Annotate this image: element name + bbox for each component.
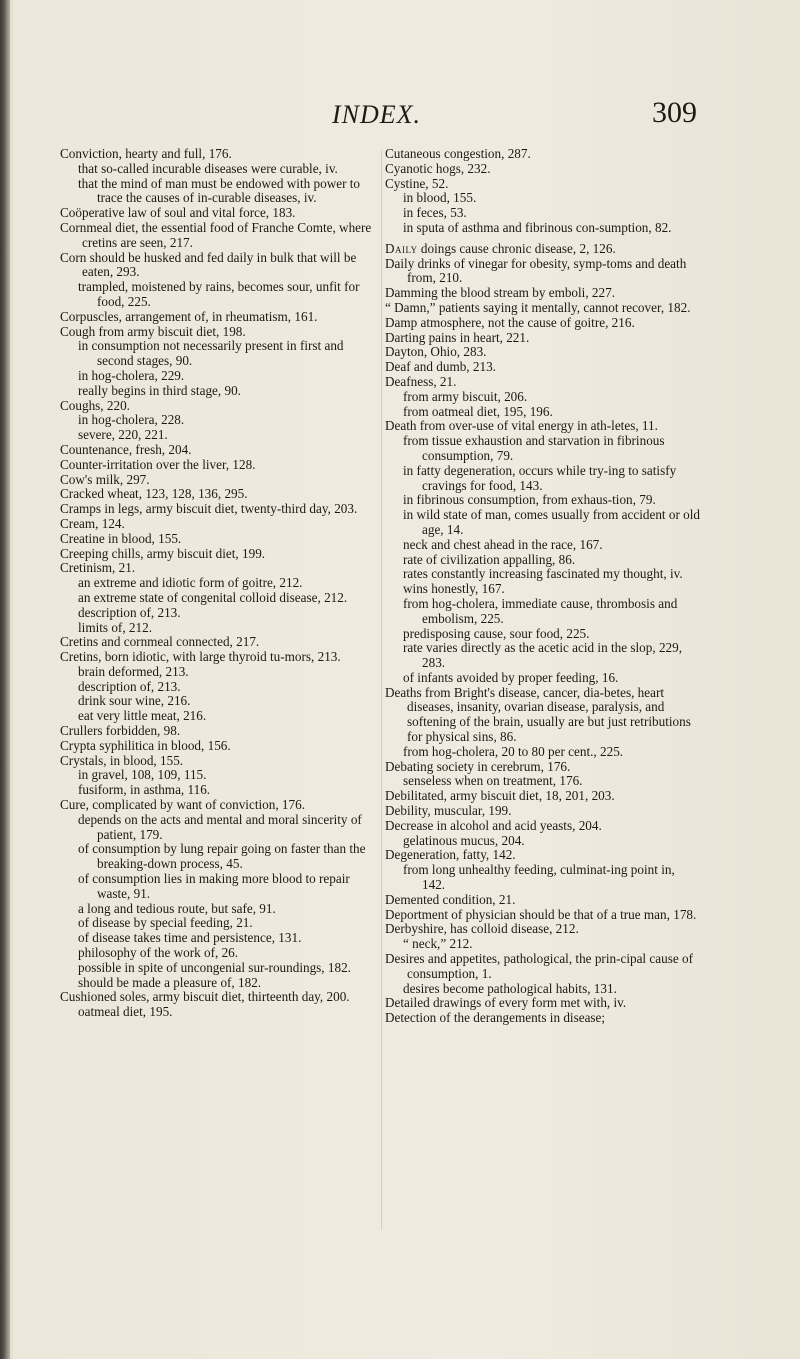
index-subentry: description of, 213.: [78, 678, 181, 694]
index-subentry: an extreme state of congenital colloid disease, 212.: [78, 589, 348, 605]
index-subentry: of consumption lies in making more blood to repair waste, 91.: [78, 871, 350, 901]
running-title: INDEX.: [332, 100, 422, 129]
index-subentry: from army biscuit, 206.: [403, 388, 528, 404]
index-subentry: in consumption not necessarily present in first and second stages, 90.: [78, 338, 344, 369]
index-entry: Cow's milk, 297.: [60, 471, 150, 487]
index-subentry: gelatinous mucus, 204.: [403, 832, 525, 848]
index-subentry: trampled, moistened by rains, becomes sour, unfit for food, 225.: [78, 279, 360, 309]
index-subentry: wins honestly, 167.: [403, 581, 505, 597]
index-entry: Debilitated, army biscuit diet, 18, 201, 203.: [385, 788, 615, 804]
index-entry: Cracked wheat, 123, 128, 136, 295.: [60, 486, 248, 502]
index-entry: Cornmeal diet, the essential food of Franche Comte, where cretins are seen, 217.: [60, 219, 372, 250]
index-entry: Corn should be husked and fed daily in bulk that will be eaten, 293.: [60, 249, 357, 280]
index-subentry: drink sour wine, 216.: [78, 693, 191, 709]
index-subentry: desires become pathological habits, 131.: [403, 980, 617, 996]
index-subentry: in blood, 155.: [403, 190, 477, 206]
index-subentry: really begins in third stage, 90.: [78, 382, 241, 398]
column-divider: [381, 150, 382, 1230]
index-subentry: from hog-cholera, 20 to 80 per cent., 225.: [403, 743, 624, 759]
index-entry: Deaths from Bright's disease, cancer, dia-betes, heart diseases, insanity, ovarian disease, paralysis, and softening of the brain, usually are but just retributions for physical sins, 86.: [385, 684, 691, 745]
index-entry: Deaf and dumb, 213.: [385, 359, 496, 375]
index-subentry: fusiform, in asthma, 116.: [78, 782, 211, 798]
index-entry: Debating society in cerebrum, 176.: [385, 758, 571, 774]
index-subentry: depends on the acts and mental and moral sincerity of patient, 179.: [78, 811, 362, 842]
index-subentry: of disease by special feeding, 21.: [78, 915, 253, 931]
index-subentry: oatmeal diet, 195.: [78, 1004, 173, 1020]
index-entry: Degeneration, fatty, 142.: [385, 847, 516, 863]
index-entry: Death from over-use of vital energy in ath-letes, 11.: [385, 418, 658, 434]
index-subentry: in hog-cholera, 228.: [78, 412, 185, 428]
index-column-right: [385, 147, 701, 1026]
index-subentry: possible in spite of uncongenial sur-roundings, 182.: [78, 959, 351, 975]
index-entry: Damp atmosphere, not the cause of goitre, 216.: [385, 314, 635, 330]
index-entry: Dayton, Ohio, 283.: [385, 344, 487, 360]
page-number: 309: [652, 96, 697, 129]
index-subentry: neck and chest ahead in the race, 167.: [403, 536, 603, 552]
index-entry: “ Damn,” patients saying it mentally, cannot recover, 182.: [385, 299, 691, 315]
index-entry: Corpuscles, arrangement of, in rheumatism, 161.: [60, 308, 318, 324]
page-header: [0, 98, 800, 138]
index-entry: Demented condition, 21.: [385, 891, 516, 907]
index-entry: Cretins, born idiotic, with large thyroid tu-mors, 213.: [60, 649, 341, 665]
index-entry: Decrease in alcohol and acid yeasts, 204.: [385, 817, 602, 833]
index-subentry: from tissue exhaustion and starvation in fibrinous consumption, 79.: [403, 433, 665, 463]
index-entry: Derbyshire, has colloid disease, 212.: [385, 921, 579, 937]
index-entry: Cystine, 52.: [385, 175, 449, 191]
index-subentry: in gravel, 108, 109, 115.: [78, 767, 207, 783]
index-subentry: “ neck,” 212.: [403, 936, 473, 952]
index-entry: Deportment of physician should be that of a true man, 178.: [385, 906, 697, 922]
index-subentry: a long and tedious route, but safe, 91.: [78, 900, 276, 916]
index-subentry: in fibrinous consumption, from exhaus-tion, 79.: [403, 492, 656, 508]
index-subentry: that the mind of man must be endowed with power to trace the causes of in-curable diseases, iv.: [78, 175, 361, 206]
index-subentry: philosophy of the work of, 26.: [78, 945, 239, 961]
index-subentry: in sputa of asthma and fibrinous con-sumption, 82.: [403, 219, 672, 235]
index-subentry: rate varies directly as the acetic acid in the slop, 229, 283.: [403, 640, 683, 671]
index-entry: Crullers forbidden, 98.: [60, 723, 181, 739]
index-subentry: description of, 213.: [78, 604, 181, 620]
index-entry: Deafness, 21.: [385, 373, 457, 389]
index-entry: Cyanotic hogs, 232.: [385, 160, 491, 176]
index-entry: Cushioned soles, army biscuit diet, thirteenth day, 200.: [60, 989, 350, 1005]
index-entry: Cramps in legs, army biscuit diet, twenty-third day, 203.: [60, 501, 358, 517]
index-entry: Creeping chills, army biscuit diet, 199.: [60, 545, 266, 561]
index-subentry: in fatty degeneration, occurs while try-ing to satisfy cravings for food, 143.: [403, 462, 677, 493]
index-subentry: severe, 220, 221.: [78, 427, 168, 443]
index-entry: Debility, muscular, 199.: [385, 803, 512, 819]
index-subentry: senseless when on treatment, 176.: [403, 773, 583, 789]
index-subentry: rate of civilization appalling, 86.: [403, 551, 576, 567]
index-subentry: limits of, 212.: [78, 619, 152, 635]
index-entry: Darting pains in heart, 221.: [385, 329, 530, 345]
index-entry: Desires and appetites, pathological, the prin-cipal cause of consumption, 1.: [385, 951, 693, 981]
index-subentry: an extreme and idiotic form of goitre, 212.: [78, 575, 303, 591]
index-entry: Detailed drawings of every form met with, iv.: [385, 995, 627, 1011]
index-subentry: from hog-cholera, immediate cause, thrombosis and embolism, 225.: [403, 595, 678, 626]
index-subentry: of consumption by lung repair going on faster than the breaking-down process, 45.: [78, 841, 366, 872]
index-entry: Cretins and cornmeal connected, 217.: [60, 634, 260, 650]
index-subentry: eat very little meat, 216.: [78, 708, 207, 724]
index-entry: Cough from army biscuit diet, 198.: [60, 323, 246, 339]
binding-shadow: [0, 0, 10, 1359]
index-subentry: from oatmeal diet, 195, 196.: [403, 403, 553, 419]
index-entry: Counter-irritation over the liver, 128.: [60, 456, 256, 472]
index-entry: Conviction, hearty and full, 176.: [60, 146, 232, 161]
index-subentry: that so-called incurable diseases were curable, iv.: [78, 160, 338, 176]
index-entry: Cretinism, 21.: [60, 560, 136, 576]
index-column-left: [60, 147, 376, 1020]
index-entry: Cure, complicated by want of conviction, 176.: [60, 797, 306, 813]
index-entry: Creatine in blood, 155.: [60, 530, 182, 546]
index-subentry: in hog-cholera, 229.: [78, 367, 185, 383]
index-entry: Crypta syphilitica in blood, 156.: [60, 737, 231, 753]
index-entry: Coöperative law of soul and vital force, 183.: [60, 205, 296, 221]
index-subentry: in wild state of man, comes usually from accident or old age, 14.: [403, 507, 701, 537]
index-entry: Daily drinks of vinegar for obesity, symp-toms and death from, 210.: [385, 255, 687, 286]
index-subentry: in feces, 53.: [403, 205, 467, 221]
index-entry: Coughs, 220.: [60, 397, 130, 413]
index-entry: Countenance, fresh, 204.: [60, 441, 192, 457]
index-subentry: from long unhealthy feeding, culminat-ing point in, 142.: [403, 862, 675, 893]
index-entry: Daily doings cause chronic disease, 2, 126.: [385, 240, 616, 256]
index-subentry: should be made a pleasure of, 182.: [78, 974, 262, 990]
index-subentry: of infants avoided by proper feeding, 16.: [403, 669, 619, 685]
index-subentry: brain deformed, 213.: [78, 663, 189, 679]
index-entry: Detection of the derangements in disease;: [385, 1010, 606, 1026]
index-entry: Cutaneous congestion, 287.: [385, 146, 531, 161]
index-subentry: rates constantly increasing fascinated my thought, iv.: [403, 566, 683, 582]
index-entry: Crystals, in blood, 155.: [60, 752, 184, 768]
index-subentry: predisposing cause, sour food, 225.: [403, 625, 590, 641]
index-entry: Damming the blood stream by emboli, 227.: [385, 285, 616, 301]
index-entry: Cream, 124.: [60, 515, 125, 531]
index-subentry: of disease takes time and persistence, 131.: [78, 930, 302, 946]
